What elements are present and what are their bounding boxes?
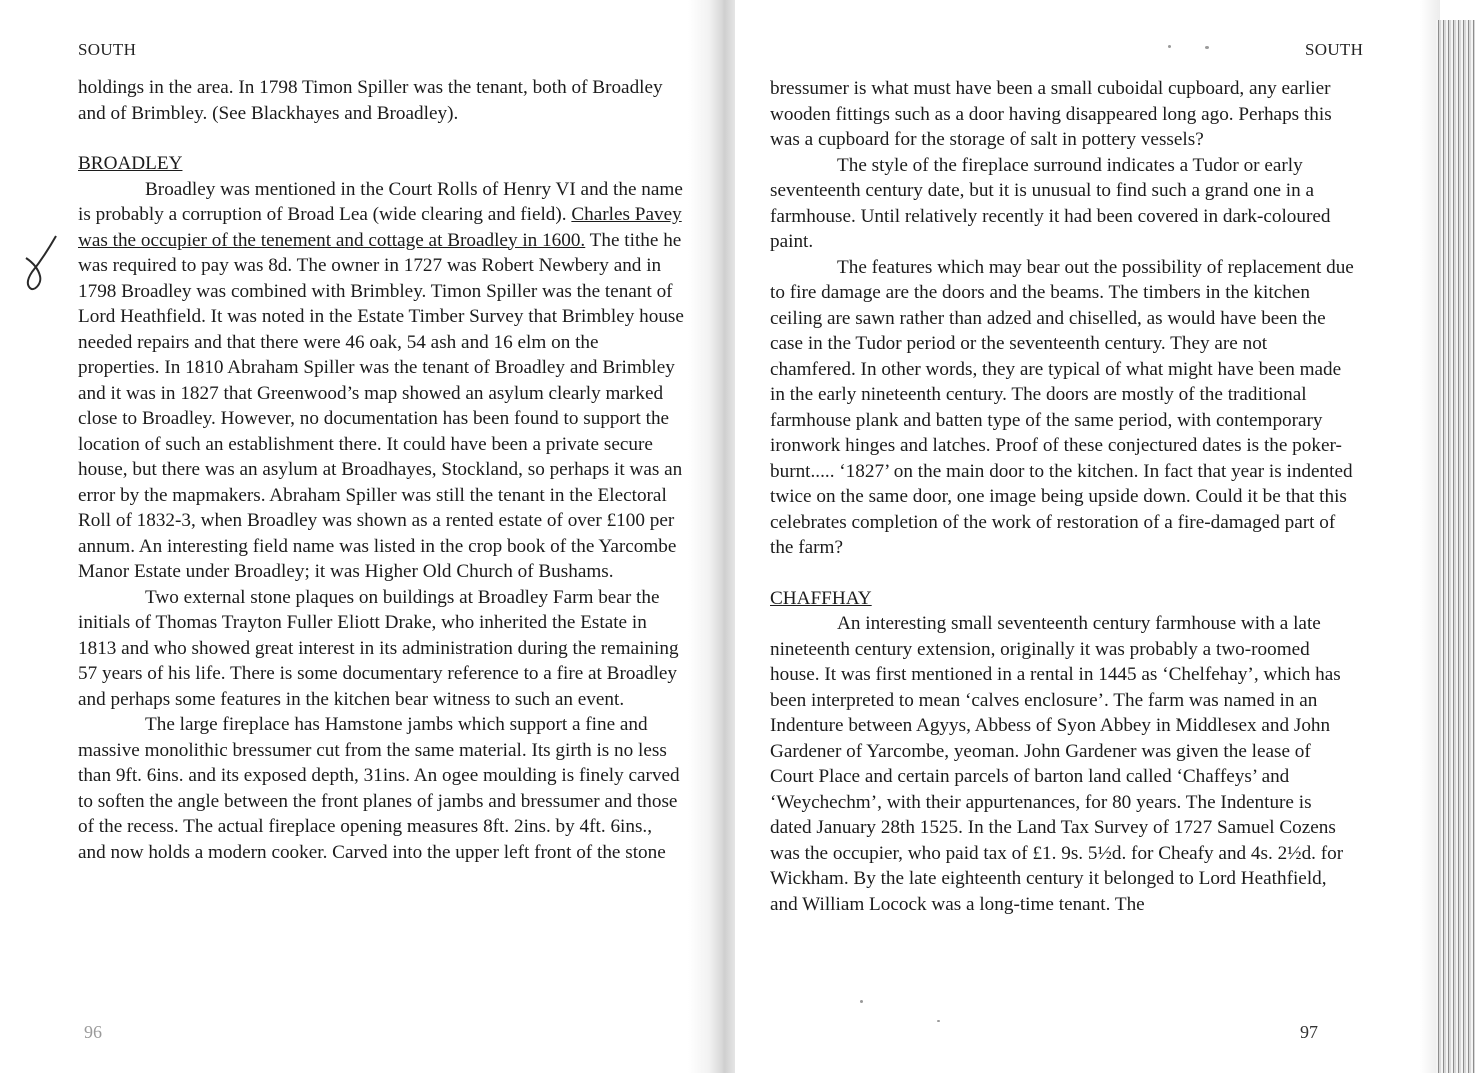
scan-speck — [1205, 46, 1209, 49]
scan-speck — [1168, 45, 1171, 48]
paragraph-broadley-history-part-1: Broadley was mentioned in the Court Rolls of Henry VI and the name is probably a corruption of Broad Lea (wide clearing and field). — [78, 178, 683, 225]
paragraph-fire-damage-features: The features which may bear out the possibility of replacement due to fire damage are the doors and the beams. The timbers in the kitchen ceiling are sawn rather than adzed and chiselled, as would have been the case in the Tudor period or the seventeenth century. They are not chamfered. In other words, they are typical of what might have been made in the early nineteenth century. The doors are mostly of the traditional farmhouse plank and batten type of the same period, with contemporary ironwork hinges and latches. Proof of these conjectured dates is the poker-burnt..... ‘1827’ on the main door to the kitchen. In fact that year is indented twice on the same door, one image being upside down. Could it be that this celebrates completion of the work of restoration of a fire-damaged part of the farm? — [770, 256, 1354, 558]
heading-broadley: BROADLEY — [78, 153, 183, 174]
left-page-text — [78, 75, 684, 865]
paragraph-stone-plaques: Two external stone plaques on buildings at Broadley Farm bear the initials of Thomas Trayton Fuller Eliott Drake, who inherited the Estate in 1813 and who showed great interest in its administration during the remaining 57 years of his life. There is some documentary reference to a fire at Broadley and perhaps some features in the kitchen bear witness to such an event. — [78, 586, 679, 710]
running-head-right: SOUTH — [1305, 40, 1364, 59]
scan-speck — [860, 1000, 863, 1003]
paragraph-fireplace-style: The style of the fireplace surround indicates a Tudor or early seventeenth century date, but it is unusual to find such a grand one in a farmhouse. Until relatively recently it had been covered in dark-coloured paint. — [770, 154, 1331, 252]
page-block-edge — [1436, 20, 1475, 1073]
paragraph-fireplace: The large fireplace has Hamstone jambs which support a fine and massive monolithic bressumer cut from the same material. Its girth is no less than 9ft. 6ins. and its exposed depth, 31ins. An ogee moulding is finely carved to soften the angle between the front planes of jambs and bressumer and those of the recess. The actual fireplace opening measures 8ft. 2ins. by 4ft. 6ins., and now holds a modern cooker. Carved into the upper left front of the stone — [78, 714, 680, 863]
left-page — [0, 0, 735, 1073]
heading-chaffhay: CHAFFHAY — [770, 587, 872, 609]
page-number-left: 96 — [84, 1022, 102, 1042]
right-page-text — [770, 76, 1355, 917]
paragraph-broadley-history-part-2: The tithe he was required to pay was 8d. The owner in 1727 was Robert Newbery and in 1798 Broadley was combined with Brimbley. Timon Spiller was the tenant of Lord Heathfield. It was noted in the Estate Timber Survey that Brimbley house needed repairs and that there were 46 oak, 54 ash and 16 elm on the properties. In 1810 Abraham Spiller was the tenant of Broadley and Brimbley and it was in 1827 that Greenwood’s map showed an asylum clearly marked close to Broadley. However, no documentation has been found to support the location of such an establishment there. It could have been a private secure house, but there was an asylum at Broadhayes, Stockland, so perhaps it was an error by the mapmakers. Abraham Spiller was still the tenant in the Electoral Roll of 1832-3, when Broadley was shown as a rented estate of over £100 per annum. An interesting field name was listed in the crop book of the Yarcombe Manor Estate under Broadley; it was Higher Old Church of Bushams. — [78, 229, 684, 582]
scan-speck — [937, 1020, 940, 1022]
paragraph-broadley-history — [78, 177, 684, 585]
continued-paragraph: holdings in the area. In 1798 Timon Spiller was the tenant, both of Broadley and of Brimbley. (See Blackhayes and Broadley). — [78, 77, 663, 124]
continued-paragraph-right: bressumer is what must have been a small cuboidal cupboard, any earlier wooden fittings such as a door having disappeared long ago. Perhaps this was a cupboard for the storage of salt in pottery vessels? — [770, 78, 1332, 150]
page-number-right: 97 — [1300, 1022, 1318, 1042]
running-head-left: SOUTH — [78, 40, 137, 59]
paragraph-chaffhay: An interesting small seventeenth century farmhouse with a late nineteenth century extension, originally it was probably a two-roomed house. It was first mentioned in a rental in 1445 as ‘Chelfehay’, which has been interpreted to mean ‘calves enclosure’. The farm was named in an Indenture between Agyys, Abbess of Syon Abbey in Middlesex and John Gardener of Yarcombe, yeoman. John Gardener was given the lease of Court Place and certain parcels of barton land called ‘Chaffeys’ and ‘Weychechm’, with their appurtenances, for 80 years. The Indenture is dated January 28th 1525. In the Land Tax Survey of 1727 Samuel Cozens was the occupier, who paid tax of £1. 9s. 5½d. for Cheafy and 4s. 2½d. for Wickham. By the late eighteenth century it belonged to Lord Heathfield, and William Locock was a long-time tenant. The — [770, 613, 1344, 915]
underlined-passage: Charles Pavey was the occupier of the tenement and cottage at Broadley in 1600. — [78, 204, 682, 251]
right-page — [735, 0, 1435, 1073]
margin-annotation-mark — [18, 232, 66, 292]
